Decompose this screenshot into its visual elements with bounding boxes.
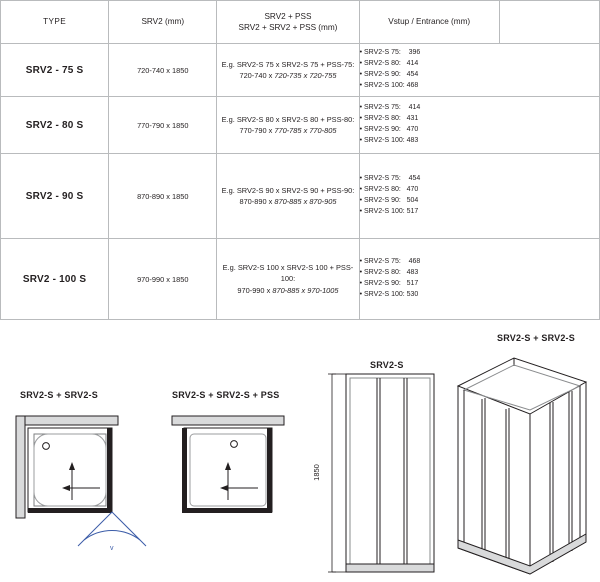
entrance-line: • SRV2-S 75: 396: [359, 49, 421, 57]
caption-plan-1: SRV2-S + SRV2-S: [20, 390, 98, 400]
row-type: SRV2 - 90 S: [1, 154, 109, 239]
header-blank: [499, 1, 599, 44]
wall-outline: [16, 416, 118, 518]
arc-label: v: [110, 545, 114, 552]
entrance-line: • SRV2-S 80: 431: [359, 115, 419, 123]
plan-drawing-corner-two-doors: [12, 408, 162, 558]
plan-drawing-corner-with-pss: [168, 408, 318, 558]
row-pss: [217, 97, 359, 154]
table-row: [1, 154, 600, 239]
row-pss: [217, 154, 359, 239]
caption-plan-2: SRV2-S + SRV2-S + PSS: [172, 390, 280, 400]
height-dimension-label: 1850: [311, 464, 321, 481]
entrance-line: • SRV2-S 75: 454: [359, 175, 421, 183]
swing-arc: [78, 512, 146, 546]
panel-divisions-left: [482, 398, 509, 567]
enclosure-outline: [458, 358, 586, 574]
row-type: SRV2 - 80 S: [1, 97, 109, 154]
sliding-panels: [377, 378, 407, 568]
row-entrance: [359, 154, 599, 239]
entrance-line: • SRV2-S 75: 414: [359, 104, 421, 112]
entrance-line: • SRV2-S 75: 468: [359, 258, 421, 266]
row-pss-line2: 770-790 x 770-785 x 770-805: [239, 126, 337, 135]
entrance-line: • SRV2-S 80: 470: [359, 186, 419, 194]
entrance-line: • SRV2-S 90: 517: [359, 280, 419, 287]
caption-iso: SRV2-S + SRV2-S: [497, 333, 575, 343]
entrance-line: • SRV2-S 100: 483: [359, 136, 419, 144]
row-srv2: 970-990 x 1850: [109, 239, 217, 320]
door-frame: [346, 374, 434, 572]
row-pss-line1: E.g. SRV2-S 75 x SRV2-S 75 + PSS-75:: [221, 59, 355, 69]
row-pss-line1: E.g. SRV2-S 100 x SRV2-S 100 + PSS-100:: [222, 263, 354, 284]
row-srv2: 870-890 x 1850: [109, 154, 217, 239]
door-panels: [28, 428, 112, 513]
entrance-line: • SRV2-S 100: 530: [359, 290, 419, 298]
direction-arrows: [62, 462, 100, 500]
header-entrance: Vstup / Entrance (mm): [359, 1, 499, 44]
table-row: [1, 44, 600, 97]
row-srv2: 770-790 x 1850: [109, 97, 217, 154]
row-pss: [217, 239, 359, 320]
row-pss-line2: 870-890 x 870-885 x 870-905: [239, 197, 337, 206]
elevation-drawing-srv2-s: [322, 360, 442, 582]
row-type: SRV2 - 100 S: [1, 239, 109, 320]
table-row: [1, 239, 600, 320]
entrance-line: • SRV2-S 90: 504: [359, 197, 419, 204]
row-pss-line1: E.g. SRV2-S 90 x SRV2-S 90 + PSS-90:: [221, 185, 355, 195]
header-srv2: SRV2 (mm): [109, 1, 217, 44]
entrance-line: • SRV2-S 80: 483: [359, 269, 419, 277]
row-pss-line2: 720-740 x 720-735 x 720-755: [239, 71, 337, 80]
row-entrance: [359, 239, 599, 320]
row-entrance: [359, 44, 599, 97]
wall-outline: [172, 416, 284, 425]
table-row: [1, 97, 600, 154]
caption-elevation: SRV2-S: [370, 360, 404, 370]
header-pss-line2: SRV2 + SRV2 + PSS (mm): [238, 23, 338, 32]
row-entrance: [359, 97, 599, 154]
header-pss: [217, 1, 359, 44]
row-pss-line1: E.g. SRV2-S 80 x SRV2-S 80 + PSS-80:: [221, 114, 355, 124]
header-pss-line1: SRV2 + PSS: [264, 11, 312, 21]
door-panels: [182, 428, 272, 513]
table-header-row: [1, 1, 600, 44]
direction-arrows: [220, 462, 258, 500]
header-type: TYPE: [1, 1, 109, 44]
base-band: [458, 534, 586, 574]
height-dimension-line: [328, 374, 346, 572]
row-type: SRV2 - 75 S: [1, 44, 109, 97]
row-srv2: 720-740 x 1850: [109, 44, 217, 97]
isometric-drawing-two-doors: [452, 352, 592, 577]
entrance-line: • SRV2-S 90: 454: [359, 71, 419, 78]
entrance-line: • SRV2-S 90: 470: [359, 126, 419, 133]
entrance-line: • SRV2-S 100: 468: [359, 81, 419, 89]
entrance-line: • SRV2-S 80: 414: [359, 60, 419, 68]
door-base: [346, 564, 434, 572]
panel-divisions-right: [550, 391, 572, 563]
entrance-line: • SRV2-S 100: 517: [359, 207, 419, 215]
row-pss-line2: 970-990 x 870-885 x 970-1005: [237, 285, 339, 295]
row-pss: [217, 44, 359, 97]
